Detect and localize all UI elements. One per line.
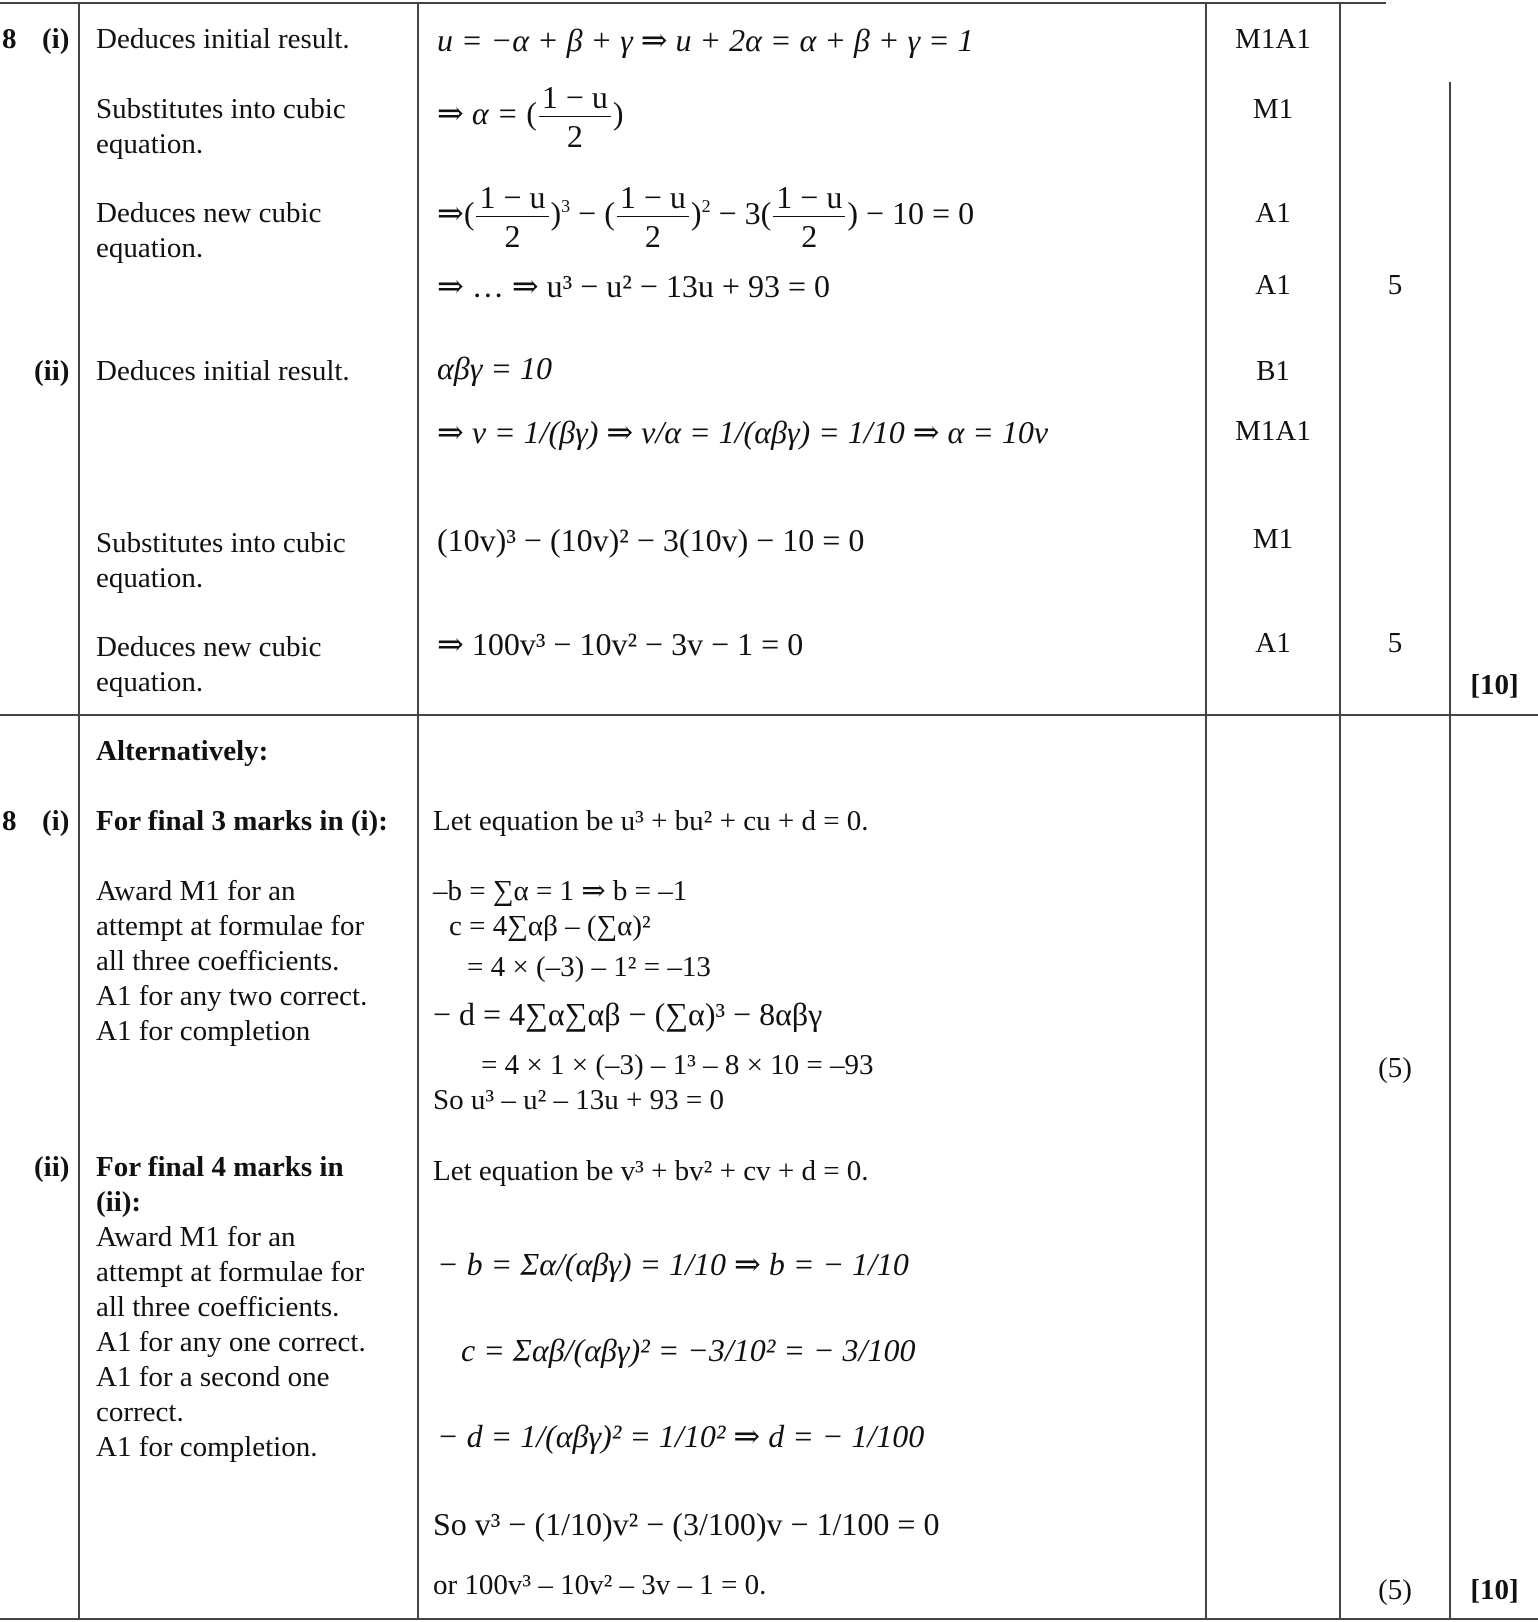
mark-m1: M1 xyxy=(1252,93,1294,125)
alt-i-desc-line: all three coefficients. xyxy=(96,945,340,977)
bottom-border xyxy=(0,1618,1538,1620)
frac-num: 1 − u xyxy=(539,78,611,117)
top-border xyxy=(0,2,1386,4)
col-line-1 xyxy=(78,2,80,1620)
question-number: 8 xyxy=(2,23,17,55)
frac-den: 2 xyxy=(644,218,661,254)
alt-i-heading: For final 3 marks in (i): xyxy=(96,805,388,837)
fraction xyxy=(773,178,845,255)
alt-i-line: − d = 4∑α∑αβ − (∑α)³ − 8αβγ xyxy=(433,996,823,1032)
mark-a1: A1 xyxy=(1255,197,1291,229)
part-label-i: (i) xyxy=(42,23,70,55)
alt-ii-d: − d = 1/(αβγ)² = 1/10² ⇒ d = − 1/100 xyxy=(437,1418,925,1454)
part-total: (5) xyxy=(1378,1574,1412,1606)
col-line-5 xyxy=(1449,82,1451,1620)
alt-i-line: = 4 × 1 × (–3) – 1³ – 8 × 10 = –93 xyxy=(481,1049,874,1081)
eq-u-sum: u = −α + β + γ ⇒ u + 2α = α + β + γ = 1 xyxy=(437,22,974,58)
part-label-ii: (ii) xyxy=(34,355,70,387)
desc-new-cubic-l1: Deduces new cubic xyxy=(96,631,322,663)
alt-i-line: c = 4∑αβ – (∑α)² xyxy=(449,910,651,942)
desc-initial-result: Deduces initial result. xyxy=(96,23,350,55)
eq-alpha-sub: ⇒ α = ( $\frac{1 - u}{2}$ ) xyxy=(437,79,624,154)
eq-v-def: ⇒ v = 1/(βγ) ⇒ v/α = 1/(αβγ) = 1/10 ⇒ α = 10v xyxy=(437,414,1049,450)
alt-ii-desc-line: attempt at formulae for xyxy=(96,1256,365,1288)
alt-ii-desc-line: A1 for completion. xyxy=(96,1431,318,1463)
alt-i-let: Let equation be u³ + bu² + cu + d = 0. xyxy=(433,805,869,837)
question-total: [10] xyxy=(1470,669,1519,701)
part-label-ii: (ii) xyxy=(34,1151,70,1183)
desc-substitutes-l1: Substitutes into cubic xyxy=(96,527,346,559)
frac-num: 1 − u xyxy=(617,178,689,217)
part-total: (5) xyxy=(1378,1052,1412,1084)
desc-substitutes-l2: equation. xyxy=(96,562,204,594)
alt-ii-let: Let equation be v³ + bv² + cv + d = 0. xyxy=(433,1155,869,1187)
desc-initial-result: Deduces initial result. xyxy=(96,355,350,387)
frac-den: 2 xyxy=(801,218,818,254)
eq-u-cubic: ⇒ … ⇒ u³ − u² − 13u + 93 = 0 xyxy=(437,268,830,304)
frac-den: 2 xyxy=(566,118,583,154)
col-line-3 xyxy=(1205,2,1207,1620)
eq-v-cubic: ⇒ 100v³ − 10v² − 3v − 1 = 0 xyxy=(437,626,804,662)
alt-ii-desc-line: A1 for a second one xyxy=(96,1361,330,1393)
alt-ii-c: c = Σαβ/(αβγ)² = −3/10² = − 3/100 xyxy=(461,1332,916,1368)
eq-alpha-prefix: ⇒ α = xyxy=(437,94,527,131)
col-line-2 xyxy=(417,2,419,1620)
eq-v-sub: (10v)³ − (10v)² − 3(10v) − 10 = 0 xyxy=(437,522,865,558)
mark-a1: A1 xyxy=(1255,627,1291,659)
row-divider xyxy=(0,714,1538,716)
col-line-4 xyxy=(1339,2,1341,1620)
mark-a1: A1 xyxy=(1255,269,1291,301)
alt-i-desc-line: A1 for completion xyxy=(96,1015,311,1047)
mark-m1a1: M1A1 xyxy=(1235,415,1311,447)
mark-m1: M1 xyxy=(1252,523,1294,555)
alt-ii-b: − b = Σα/(αβγ) = 1/10 ⇒ b = − 1/10 xyxy=(437,1246,909,1282)
part-total: 5 xyxy=(1387,627,1403,659)
part-total: 5 xyxy=(1387,269,1403,301)
alt-ii-desc-line: A1 for any one correct. xyxy=(96,1326,366,1358)
mark-b1: B1 xyxy=(1256,355,1290,387)
question-total: [10] xyxy=(1470,1574,1519,1606)
alt-ii-desc-line: correct. xyxy=(96,1396,184,1428)
desc-new-cubic-l2: equation. xyxy=(96,666,204,698)
desc-substitutes-l1: Substitutes into cubic xyxy=(96,93,346,125)
alt-ii-heading: For final 4 marks in xyxy=(96,1151,344,1183)
fraction xyxy=(476,178,548,255)
desc-substitutes-l2: equation. xyxy=(96,128,204,160)
alt-ii-desc-line: Award M1 for an xyxy=(96,1221,296,1253)
alt-ii-heading: (ii): xyxy=(96,1186,142,1218)
frac-num: 1 − u xyxy=(476,178,548,217)
desc-new-cubic-l2: equation. xyxy=(96,232,204,264)
frac-num: 1 − u xyxy=(773,178,845,217)
alt-ii-so: So v³ − (1/10)v² − (3/100)v − 1/100 = 0 xyxy=(433,1506,940,1542)
eq-tail: − 10 = 0 xyxy=(865,194,975,231)
alt-i-line: –b = ∑α = 1 ⇒ b = –1 xyxy=(433,875,688,907)
alt-i-desc-line: attempt at formulae for xyxy=(96,910,365,942)
eq-product: αβγ = 10 xyxy=(437,350,552,386)
question-number: 8 xyxy=(2,805,17,837)
alt-ii-or: or 100v³ – 10v² – 3v – 1 = 0. xyxy=(433,1569,767,1601)
alt-i-line: = 4 × (–3) – 1² = –13 xyxy=(467,951,711,983)
part-label-i: (i) xyxy=(42,805,70,837)
alt-i-desc-line: A1 for any two correct. xyxy=(96,980,368,1012)
alt-ii-desc-line: all three coefficients. xyxy=(96,1291,340,1323)
alt-i-desc-line: Award M1 for an xyxy=(96,875,296,907)
alt-i-line: So u³ – u² – 13u + 93 = 0 xyxy=(433,1084,724,1116)
alt-heading: Alternatively: xyxy=(96,735,269,767)
desc-new-cubic-l1: Deduces new cubic xyxy=(96,197,322,229)
frac-den: 2 xyxy=(504,218,521,254)
fraction xyxy=(539,78,611,155)
mark-m1a1: M1A1 xyxy=(1235,23,1311,55)
fraction xyxy=(617,178,689,255)
eq-cubic-sub: ⇒( $\frac{1 - u}{2}$ )$^3$ − ( $\frac{1 - u}{2}$ )$^2$ − 3( $\frac{1 - u}{2}$ ) − 10 = 0 xyxy=(437,179,975,254)
